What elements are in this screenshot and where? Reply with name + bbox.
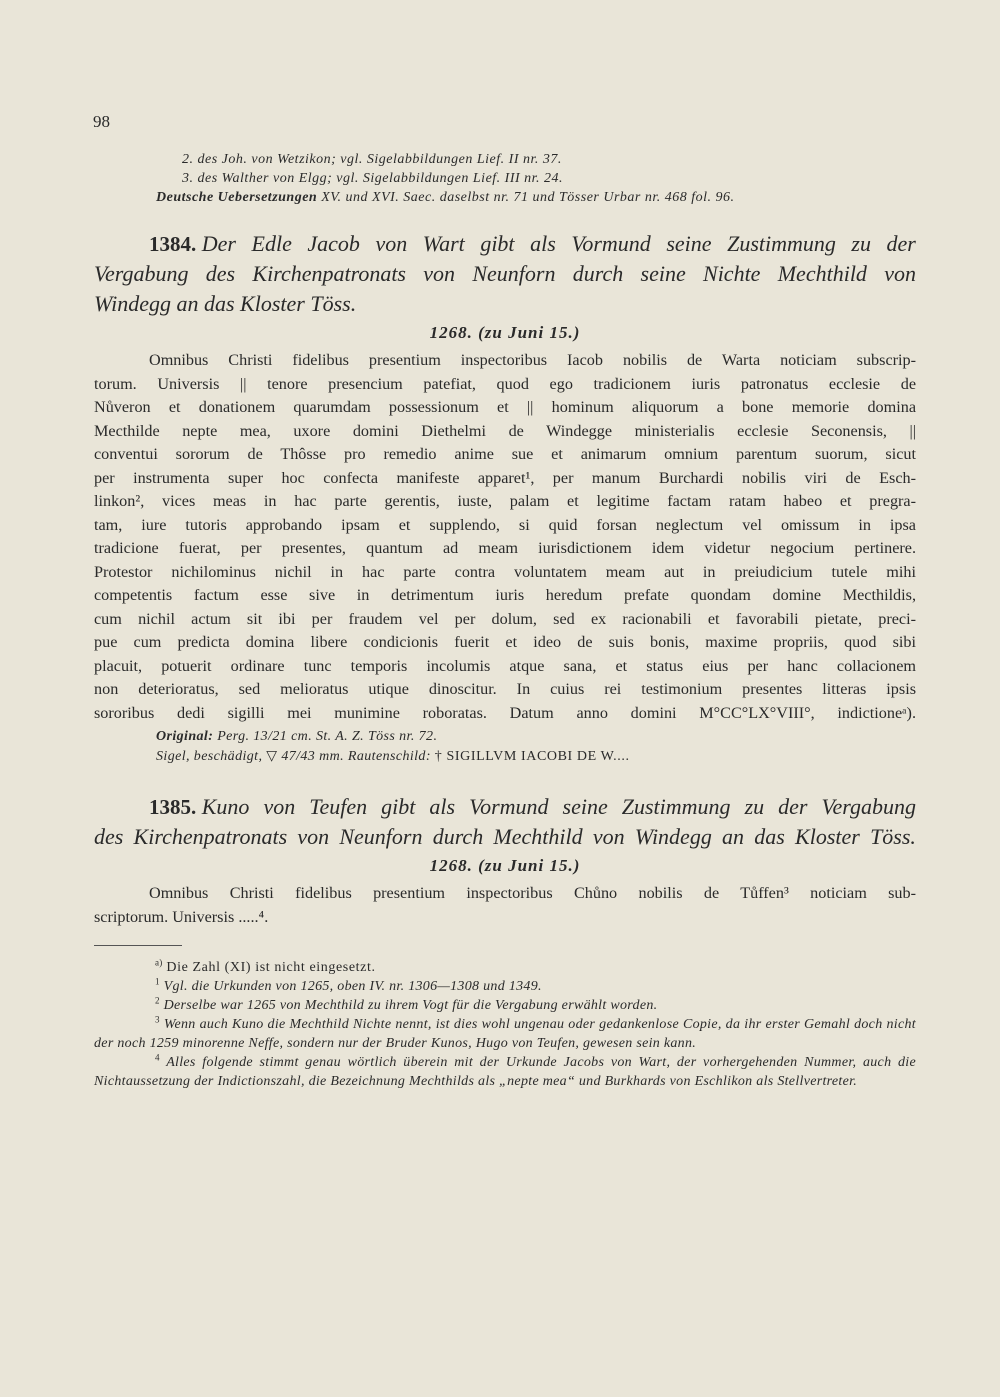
heading-word: seine [666, 231, 712, 256]
page-number: 98 [93, 112, 110, 131]
heading-word: von [592, 824, 625, 849]
footnote-mark: a) [155, 957, 163, 968]
heading-word: von [297, 824, 330, 849]
doc-heading-line [94, 822, 916, 852]
footnote-rule [94, 945, 182, 946]
footnote [94, 958, 916, 977]
original-note [94, 727, 916, 747]
heading-word: Kuno [201, 794, 250, 819]
top-note: 2. des Joh. von Wetzikon; vgl. Sigelabbildungen Lief. II nr. 37. [182, 152, 562, 167]
heading-word: Töss. [870, 824, 916, 849]
text-line: Omnibus Christi fidelibus presentium inspectoribus Iacob nobilis de Warta noticiam subscrip- [149, 351, 916, 369]
heading-word: von [263, 794, 296, 819]
footnote [94, 1053, 916, 1091]
doc-heading-first [94, 229, 236, 259]
heading-word: des [205, 261, 236, 286]
heading-word: gibt [480, 231, 515, 256]
footnote-text: Wenn auch Kuno die Mechthild Nichte nennt, ist dies wohl ungenau oder gedankenlose Copie, da ihr erster Gemahl doch nicht der noch 1259 minorenne Neffe, sondern nur der Bruder Kunos, Hugo von Teufen, gewesen sein kann. [94, 1017, 916, 1051]
footnote-text: Die Zahl (XI) ist nicht eingesetzt. [166, 960, 376, 975]
heading-word: Mechthild [493, 824, 583, 849]
text-line: Nůveron et donationem quarumdam possessionum et || hominum aliquorum a bone memorie domina [94, 398, 916, 416]
heading-word: Edle [251, 231, 292, 256]
heading-word: Kloster [795, 824, 860, 849]
doc-heading-last: Windegg an das Kloster Töss. [94, 291, 357, 316]
heading-word: durch [432, 824, 484, 849]
heading-word: Zustimmung [727, 231, 836, 256]
text-line: tradicione fuerat, per presentes, quantum ad meam iurisdictionem idem videtur negocium pertinere. [94, 539, 916, 557]
seal-note [94, 747, 916, 767]
doc-number: 1385. [149, 795, 197, 819]
doc-number: 1384. [149, 232, 197, 256]
heading-word: als [530, 231, 556, 256]
text-line: Mecthilde nepte mea, uxore domini Diethelmi de Windegge ministerialis ecclesie Seconensis, || [94, 421, 916, 440]
heading-word: zu [744, 794, 765, 819]
seal-legend: † SIGILLVM IACOBI DE W.... [434, 749, 630, 764]
translation-label: Deutsche Uebersetzungen [156, 190, 318, 205]
footnotes [94, 958, 916, 1091]
heading-word: das [754, 824, 785, 849]
top-translation-note [94, 188, 916, 207]
doc-heading-first [94, 792, 249, 822]
heading-word: durch [572, 261, 624, 286]
text-line: cum nichil actum sit ibi per fraudem vel per dolum, sed ex racionabili et favorabili pietate, preci- [94, 609, 916, 628]
document-1385 [94, 792, 916, 929]
heading-word: Vergabung [94, 261, 189, 286]
heading-word: Jacob [307, 231, 360, 256]
text-line: pue cum predicta domina libere condicionis fuerit et ideo de suis bonis, maxime propriis, quod sibi [94, 633, 916, 651]
footnote [94, 1015, 916, 1053]
heading-word: seine [640, 261, 686, 286]
doc-date: 1268. (zu Juni 15.) [429, 323, 581, 342]
heading-word: als [429, 794, 456, 819]
document-1384 [94, 229, 916, 767]
doc-heading-line [94, 792, 916, 822]
charter-text [94, 349, 916, 725]
heading-word: Vormund [469, 794, 549, 819]
heading-word: Zustimmung [621, 794, 731, 819]
text-line: torum. Universis || tenore presencium patefiat, quod ego tradicionem iuris patronatus ecclesie de [94, 374, 916, 393]
seal-text: Sigel, beschädigt, ▽ 47/43 mm. Rautenschild: [156, 749, 431, 764]
translation-text: XV. und XVI. Saec. daselbst nr. 71 und Tösser Urbar nr. 468 fol. 96. [321, 190, 735, 205]
charter-text [94, 882, 916, 929]
heading-word: an [722, 824, 745, 849]
top-notes [94, 150, 916, 207]
heading-word: Vergabung [821, 794, 916, 819]
doc-date: 1268. (zu Juni 15.) [429, 856, 581, 875]
heading-word: von [423, 261, 456, 286]
footnote [94, 996, 916, 1015]
footnote-text: Derselbe war 1265 von Mechthild zu ihrem Vogt für die Vergabung erwählt worden. [163, 998, 658, 1013]
text-line: non deterioratus, sed melioratus utique dinoscitur. In cuius rei testimonium presentes litteras ipsis [94, 680, 916, 698]
heading-word: Neunforn [339, 824, 423, 849]
text-line: placuit, potuerit ordinare tunc temporis incolumis atque sana, et status eius per hanc collacionem [94, 656, 916, 675]
heading-word: Kirchenpatronats [133, 824, 288, 849]
text-line: tam, iure tutoris approbando ipsam et supplendo, si quid forsan neglectum vel omissum in ipsa [94, 515, 916, 534]
heading-word: Windegg [634, 824, 712, 849]
text-line: Omnibus Christi fidelibus presentium inspectoribus Chůno nobilis de Tůffen³ noticiam sub- [149, 884, 916, 902]
heading-word: von [375, 231, 408, 256]
footnote-mark: 1 [155, 976, 160, 987]
text-line: Protestor nichilominus nichil in hac parte contra voluntatem meam aut in preiudicium tutele mihi [94, 562, 916, 581]
footnote-text: Vgl. die Urkunden von 1265, oben IV. nr. 1306—1308 und 1349. [163, 979, 542, 994]
original-text: Perg. 13/21 cm. St. A. Z. Töss nr. 72. [217, 729, 438, 744]
footnote-mark: 3 [155, 1014, 160, 1025]
footnote-mark: 2 [155, 995, 160, 1006]
heading-word: Wart [422, 231, 465, 256]
text-line: competentis factum esse sive in detrimentum iuris heredum prefate quondam domine Mecthildis, [94, 586, 916, 604]
heading-word: der [886, 231, 916, 256]
heading-word: Teufen [309, 794, 368, 819]
heading-word: gibt [381, 794, 416, 819]
doc-heading-line [94, 229, 916, 259]
footnote [94, 977, 916, 996]
footnote-text: Alles folgende stimmt genau wörtlich überein mit der Urkunde Jacobs von Wart, der vorhergehenden Nummer, auch die Nichtaussetzung der Indictionszahl, die Bezeichnung Mechthilds als „nepte mea“ und Burkhards von Eschlikon als Stellvertreter. [94, 1055, 916, 1089]
doc-heading-line [94, 259, 916, 289]
heading-word: Vormund [571, 231, 651, 256]
text-line: scriptorum. Universis .....⁴. [94, 907, 269, 926]
heading-word: Nichte [703, 261, 761, 286]
text-line: conventui sororum de Thôsse pro remedio anime sue et animarum omnium parentum suorum, sicut [94, 445, 916, 463]
top-note: 3. des Walther von Elgg; vgl. Sigelabbildungen Lief. III nr. 24. [182, 171, 564, 186]
heading-word: Mechthild [777, 261, 867, 286]
heading-word: seine [562, 794, 608, 819]
heading-word: Der [201, 231, 236, 256]
heading-word: von [884, 261, 916, 286]
text-line: linkon², vices meas in hac parte gerentis, iuste, palam et legitime factam ratam habeo et pregra- [94, 492, 916, 510]
original-label: Original: [156, 729, 214, 744]
heading-word: Neunforn [472, 261, 556, 286]
heading-word: des [94, 824, 124, 849]
heading-word: zu [851, 231, 871, 256]
heading-word: der [778, 794, 808, 819]
text-line: per instrumenta super hoc confecta manifeste apparet¹, per manum Burchardi nobilis viri de Esch- [94, 468, 916, 487]
footnote-mark: 4 [155, 1052, 160, 1063]
heading-word: Kirchenpatronats [252, 261, 406, 286]
text-line: sororibus dedi sigilli mei munimine roboratas. Datum anno domini M°CC°LX°VIII°, indictioneᵃ). [94, 703, 916, 722]
